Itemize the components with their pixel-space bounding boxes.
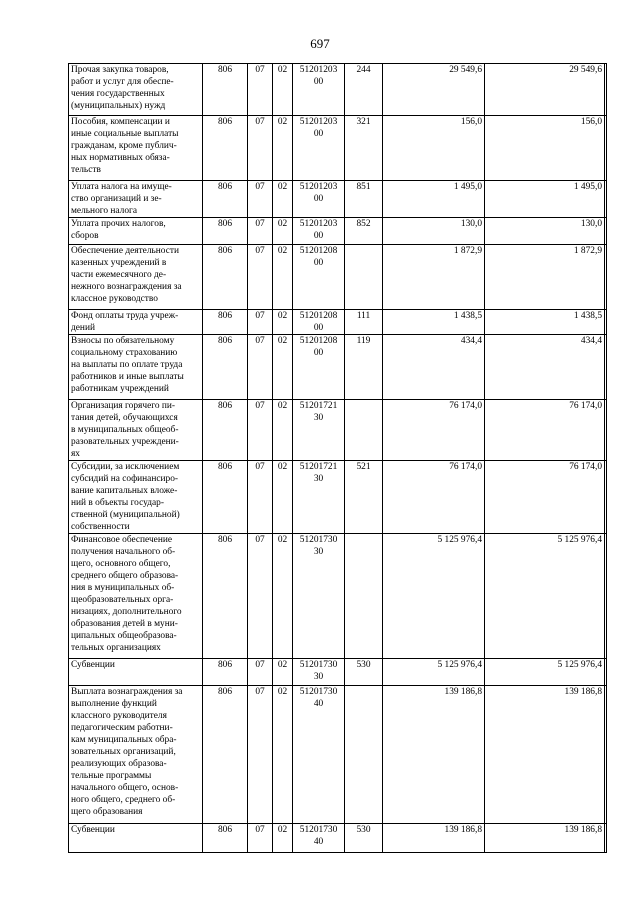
subsection-code: 02 xyxy=(273,400,293,461)
empty-cell xyxy=(605,400,607,461)
target-article-code: 51201730 40 xyxy=(293,824,345,853)
empty-cell xyxy=(605,310,607,335)
section-code: 07 xyxy=(248,310,273,335)
subsection-code: 02 xyxy=(273,310,293,335)
subsection-code: 02 xyxy=(273,64,293,116)
target-article-code: 51201730 40 xyxy=(293,686,345,824)
target-article-code: 51201721 30 xyxy=(293,461,345,534)
ministry-code: 806 xyxy=(203,824,248,853)
amount-approved: 139 186,8 xyxy=(485,686,605,824)
table-row xyxy=(69,686,607,824)
expense-type-code: 851 xyxy=(345,181,383,218)
expense-name: Выплата вознаграждения за выполнение функций классного руководителя педагогическим работни- кам муниципальных обра- зовательных организаций, реализующих образова- тельные программы начального общего, основ- ного общего, среднего об- щего образования xyxy=(69,686,203,824)
empty-cell xyxy=(605,245,607,310)
expense-name: Пособия, компенсации и иные социальные выплаты гражданам, кроме публич- ных нормативных обяза- тельств xyxy=(69,116,203,181)
expense-type-code: 244 xyxy=(345,64,383,116)
amount-approved: 1 438,5 xyxy=(485,310,605,335)
target-article-code: 51201730 30 xyxy=(293,534,345,659)
subsection-code: 02 xyxy=(273,461,293,534)
ministry-code: 806 xyxy=(203,218,248,245)
subsection-code: 02 xyxy=(273,335,293,400)
ministry-code: 806 xyxy=(203,400,248,461)
section-code: 07 xyxy=(248,686,273,824)
ministry-code: 806 xyxy=(203,181,248,218)
ministry-code: 806 xyxy=(203,116,248,181)
empty-cell xyxy=(605,116,607,181)
table-row xyxy=(69,824,607,853)
expense-name: Уплата налога на имуще- ство организаций и зе- мельного налога xyxy=(69,181,203,218)
amount-approved: 76 174,0 xyxy=(485,400,605,461)
section-code: 07 xyxy=(248,335,273,400)
empty-cell xyxy=(605,335,607,400)
empty-cell xyxy=(605,461,607,534)
subsection-code: 02 xyxy=(273,218,293,245)
subsection-code: 02 xyxy=(273,116,293,181)
expense-type-code xyxy=(345,400,383,461)
amount-plan: 139 186,8 xyxy=(383,686,485,824)
section-code: 07 xyxy=(248,534,273,659)
amount-approved: 1 872,9 xyxy=(485,245,605,310)
ministry-code: 806 xyxy=(203,534,248,659)
empty-cell xyxy=(605,64,607,116)
amount-plan: 1 872,9 xyxy=(383,245,485,310)
amount-plan: 5 125 976,4 xyxy=(383,659,485,686)
expense-type-code xyxy=(345,686,383,824)
expense-type-code: 321 xyxy=(345,116,383,181)
section-code: 07 xyxy=(248,181,273,218)
expense-type-code: 119 xyxy=(345,335,383,400)
section-code: 07 xyxy=(248,116,273,181)
subsection-code: 02 xyxy=(273,824,293,853)
expense-type-code: 530 xyxy=(345,659,383,686)
table-row xyxy=(69,534,607,659)
empty-cell xyxy=(605,659,607,686)
expense-name: Субвенции xyxy=(69,824,203,853)
expense-name: Фонд оплаты труда учреж- дений xyxy=(69,310,203,335)
expense-name: Организация горячего пи- тания детей, обучающихся в муниципальных общеоб- разовательных учреждени- ях xyxy=(69,400,203,461)
ministry-code: 806 xyxy=(203,64,248,116)
page-number: 697 xyxy=(310,36,330,51)
subsection-code: 02 xyxy=(273,245,293,310)
table-row xyxy=(69,181,607,218)
amount-plan: 1 495,0 xyxy=(383,181,485,218)
ministry-code: 806 xyxy=(203,310,248,335)
section-code: 07 xyxy=(248,64,273,116)
amount-approved: 29 549,6 xyxy=(485,64,605,116)
expense-type-code xyxy=(345,534,383,659)
section-code: 07 xyxy=(248,659,273,686)
table-row xyxy=(69,310,607,335)
section-code: 07 xyxy=(248,245,273,310)
empty-cell xyxy=(605,686,607,824)
empty-cell xyxy=(605,824,607,853)
expense-name: Прочая закупка товаров, работ и услуг для обеспе- чения государственных (муниципальных) нужд xyxy=(69,64,203,116)
ministry-code: 806 xyxy=(203,461,248,534)
section-code: 07 xyxy=(248,400,273,461)
subsection-code: 02 xyxy=(273,659,293,686)
table-row xyxy=(69,245,607,310)
amount-approved: 156,0 xyxy=(485,116,605,181)
amount-approved: 130,0 xyxy=(485,218,605,245)
expense-name: Уплата прочих налогов, сборов xyxy=(69,218,203,245)
ministry-code: 806 xyxy=(203,335,248,400)
amount-plan: 139 186,8 xyxy=(383,824,485,853)
amount-approved: 434,4 xyxy=(485,335,605,400)
amount-approved: 1 495,0 xyxy=(485,181,605,218)
expense-type-code: 111 xyxy=(345,310,383,335)
table-row xyxy=(69,461,607,534)
section-code: 07 xyxy=(248,824,273,853)
amount-approved: 5 125 976,4 xyxy=(485,534,605,659)
expense-name: Субсидии, за исключением субсидий на софинансиро- вание капитальных вложе- ний в объекты государ- ственной (муниципальной) собственности xyxy=(69,461,203,534)
amount-approved: 76 174,0 xyxy=(485,461,605,534)
table-row xyxy=(69,116,607,181)
table-row xyxy=(69,659,607,686)
expense-name: Обеспечение деятельности казенных учреждений в части ежемесячного де- нежного вознаграждения за классное руководство xyxy=(69,245,203,310)
ministry-code: 806 xyxy=(203,245,248,310)
expense-name: Финансовое обеспечение получения начального об- щего, основного общего, среднего общего образова- ния в муниципальных об- щеобразовательных орга- низациях, дополнительного образования детей в муни- ципальных общеобразова- тельных организациях xyxy=(69,534,203,659)
amount-plan: 156,0 xyxy=(383,116,485,181)
amount-plan: 76 174,0 xyxy=(383,461,485,534)
amount-plan: 29 549,6 xyxy=(383,64,485,116)
amount-approved: 5 125 976,4 xyxy=(485,659,605,686)
target-article-code: 51201208 00 xyxy=(293,245,345,310)
table-row xyxy=(69,64,607,116)
expense-type-code: 521 xyxy=(345,461,383,534)
table-body xyxy=(69,64,607,853)
target-article-code: 51201203 00 xyxy=(293,218,345,245)
table-row xyxy=(69,218,607,245)
amount-plan: 76 174,0 xyxy=(383,400,485,461)
target-article-code: 51201203 00 xyxy=(293,181,345,218)
ministry-code: 806 xyxy=(203,659,248,686)
expense-type-code xyxy=(345,245,383,310)
expense-name: Взносы по обязательному социальному страхованию на выплаты по оплате труда работников и иные выплаты работникам учреждений xyxy=(69,335,203,400)
subsection-code: 02 xyxy=(273,181,293,218)
amount-plan: 434,4 xyxy=(383,335,485,400)
section-code: 07 xyxy=(248,461,273,534)
target-article-code: 51201208 00 xyxy=(293,310,345,335)
table-row xyxy=(69,400,607,461)
target-article-code: 51201730 30 xyxy=(293,659,345,686)
target-article-code: 51201721 30 xyxy=(293,400,345,461)
amount-plan: 1 438,5 xyxy=(383,310,485,335)
budget-table xyxy=(68,63,607,853)
target-article-code: 51201203 00 xyxy=(293,64,345,116)
subsection-code: 02 xyxy=(273,686,293,824)
expense-type-code: 852 xyxy=(345,218,383,245)
empty-cell xyxy=(605,218,607,245)
amount-approved: 139 186,8 xyxy=(485,824,605,853)
amount-plan: 5 125 976,4 xyxy=(383,534,485,659)
table-row xyxy=(69,335,607,400)
amount-plan: 130,0 xyxy=(383,218,485,245)
expense-type-code: 530 xyxy=(345,824,383,853)
section-code: 07 xyxy=(248,218,273,245)
subsection-code: 02 xyxy=(273,534,293,659)
target-article-code: 51201203 00 xyxy=(293,116,345,181)
target-article-code: 51201208 00 xyxy=(293,335,345,400)
ministry-code: 806 xyxy=(203,686,248,824)
empty-cell xyxy=(605,534,607,659)
empty-cell xyxy=(605,181,607,218)
expense-name: Субвенции xyxy=(69,659,203,686)
